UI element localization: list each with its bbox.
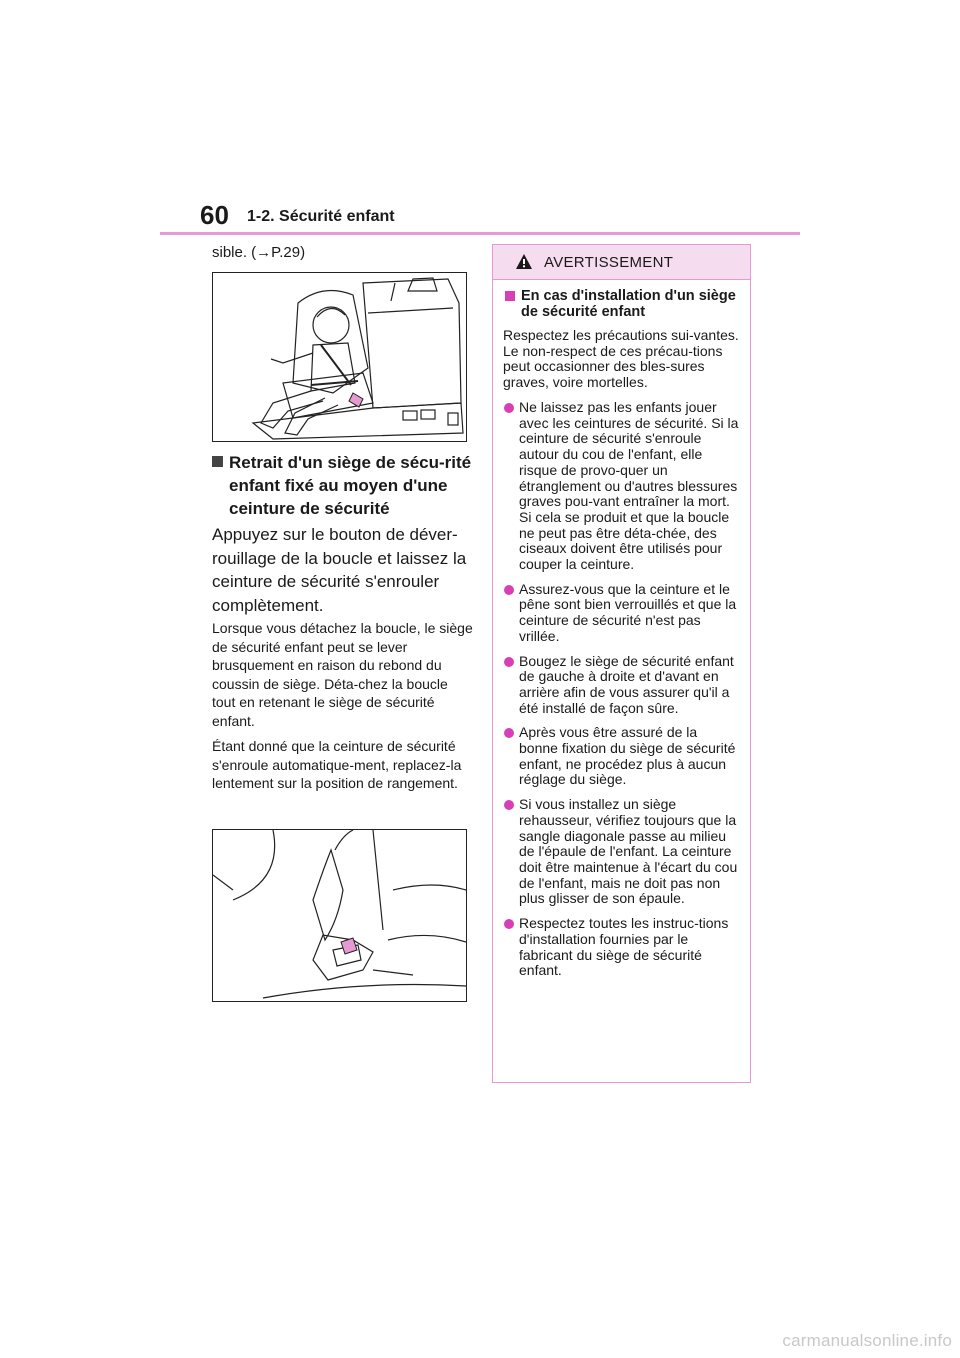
subheading-block bbox=[212, 451, 474, 520]
list-item-text: Bougez le siège de sécurité enfant de gauche à droite et d'avant en arrière afin de vous assurer qu'il a été installé de façon sûre. bbox=[519, 652, 734, 716]
seat-belt-retraction-illustration bbox=[212, 829, 467, 1002]
round-bullet-icon bbox=[504, 657, 514, 667]
list-item bbox=[503, 400, 740, 573]
list-item bbox=[503, 725, 740, 788]
list-item bbox=[503, 797, 740, 907]
seat-belt-drawing bbox=[213, 830, 466, 1001]
list-item-text: Assurez-vous que la ceinture et le pêne sont bien verrouillés et que la ceinture de sécurité n'est pas vrillée. bbox=[519, 580, 737, 644]
warning-subheading bbox=[503, 288, 740, 320]
round-bullet-icon bbox=[504, 403, 514, 413]
note-text-2: Étant donné que la ceinture de sécurité s'enroule automatique-ment, replacez-la lentement sur la position de rangement. bbox=[212, 738, 462, 791]
list-item bbox=[503, 582, 740, 645]
note-text-1: Lorsque vous détachez la boucle, le siège de sécurité enfant peut se lever brusquement en raison du rebond du coussin de siège. Déta-chez la boucle tout en retenant le siège de sécurité enfant. bbox=[212, 620, 473, 729]
warning-intro-line-1: Respectez les précautions sui-vantes. bbox=[503, 327, 739, 343]
warning-bullet-list bbox=[503, 400, 740, 979]
subheading-text: Retrait d'un siège de sécu-rité enfant fixé au moyen d'une ceinture de sécurité bbox=[229, 453, 472, 518]
round-bullet-icon bbox=[504, 800, 514, 810]
list-item bbox=[503, 654, 740, 717]
round-bullet-icon bbox=[504, 728, 514, 738]
continuation-text: sible. (→P.29) bbox=[212, 244, 306, 261]
list-item bbox=[503, 916, 740, 979]
round-bullet-icon bbox=[504, 919, 514, 929]
warning-body bbox=[493, 280, 750, 979]
warning-intro-line-2: Le non-respect de ces précau-tions peut occasionner des bles-sures graves, voire mortelles. bbox=[503, 342, 723, 390]
booster-seat-illustration bbox=[212, 272, 467, 442]
warning-box bbox=[492, 244, 751, 1083]
warning-title: AVERTISSEMENT bbox=[544, 254, 674, 271]
list-item-text: Si vous installez un siège rehausseur, vérifiez toujours que la sangle diagonale passe au milieu de l'épaule de l'enfant. La ceinture doit être maintenue à l'écart du cou de l'enfant, mais ne doit pas non plus glisser de son épaule. bbox=[519, 796, 738, 907]
watermark: carmanualsonline.info bbox=[782, 1331, 952, 1350]
round-bullet-icon bbox=[504, 585, 514, 595]
list-item-text: Après vous être assuré de la bonne fixation du siège de sécurité enfant, ne procédez plus à aucun réglage du siège. bbox=[519, 724, 736, 788]
warning-header bbox=[493, 245, 750, 280]
left-column bbox=[212, 244, 474, 262]
warning-intro bbox=[503, 328, 740, 390]
section-title: 1-2. Sécurité enfant bbox=[247, 208, 395, 225]
warning-subheading-text: En cas d'installation d'un siège de sécurité enfant bbox=[521, 288, 736, 320]
page-number: 60 bbox=[200, 200, 229, 230]
warning-triangle-icon bbox=[515, 253, 533, 270]
lead-text: Appuyez sur le bouton de déver-rouillage de la boucle et laissez la ceinture de sécurité s'enrouler complètement. bbox=[212, 525, 467, 615]
square-bullet-icon bbox=[212, 456, 223, 467]
list-item-text: Ne laissez pas les enfants jouer avec les ceintures de sécurité. Si la ceinture de sécurité s'enroule autour du cou de l'enfant, elle risque de provo-quer un étranglement ou d'autres blessures graves pou-vant entraîner la mort. Si cela se produit et que la boucle ne peut pas être déta-chée, des ciseaux doivent être utilisés pour couper la ceinture. bbox=[519, 399, 739, 573]
list-item-text: Respectez toutes les instruc-tions d'installation fournies par le fabricant du siège de sécurité enfant. bbox=[519, 915, 729, 979]
header-rule bbox=[160, 232, 800, 235]
square-bullet-icon bbox=[505, 291, 515, 301]
booster-seat-drawing bbox=[213, 273, 466, 441]
